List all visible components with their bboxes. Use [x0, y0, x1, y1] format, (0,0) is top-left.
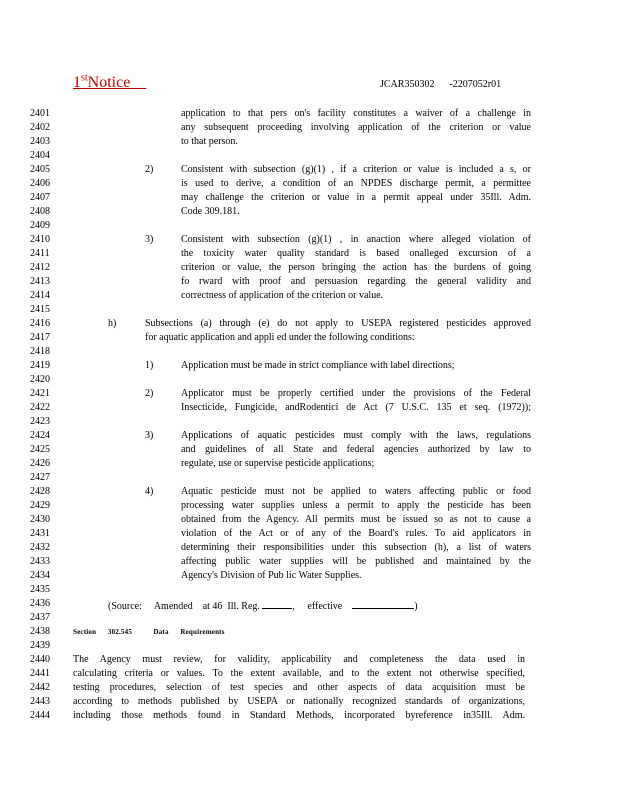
- document-line: [0, 303, 618, 317]
- line-number: 2411: [30, 248, 50, 259]
- document-line: [0, 135, 618, 149]
- line-number: 2430: [30, 514, 50, 525]
- document-line: [0, 247, 618, 261]
- line-text: testing procedures, selection of test species and other aspects of data acquisition must be: [73, 682, 525, 693]
- line-text: processing water supplies unless a permit to apply the pesticide has been: [181, 500, 531, 511]
- document-line: [0, 121, 618, 135]
- line-number: 2401: [30, 108, 50, 119]
- document-line: [0, 639, 618, 653]
- line-text: Code 309.181.: [181, 206, 240, 217]
- line-text: affecting public water supplies will be published and maintained by the: [181, 556, 531, 567]
- line-number: 2423: [30, 416, 50, 427]
- line-text: Insecticide, Fungicide, andRodentici de Act (7 U.S.C. 135 et seq. (1972));: [181, 402, 531, 413]
- document-line: [0, 695, 618, 709]
- line-text: to that person.: [181, 136, 238, 147]
- document-line: [0, 205, 618, 219]
- line-number: 2444: [30, 710, 50, 721]
- blank-effective-date-field: [352, 597, 414, 609]
- item-label: 3): [145, 430, 154, 441]
- line-text: including those methods found in Standard Methods, incorporated byreference in35Ill. Adm.: [73, 710, 525, 721]
- line-number: 2429: [30, 500, 50, 511]
- line-number: 2402: [30, 122, 50, 133]
- line-number: 2437: [30, 612, 50, 623]
- line-number: 2428: [30, 486, 50, 497]
- line-text: Consistent with subsection (g)(1) , in anaction where alleged violation of: [181, 234, 531, 245]
- line-text: fo rward with proof and persuasion regarding the general validity and: [181, 276, 531, 287]
- line-number: 2415: [30, 304, 50, 315]
- line-number: 2433: [30, 556, 50, 567]
- document-line: [0, 485, 618, 499]
- line-text: determining their responsibilities under this subsection (h), a list of waters: [181, 542, 531, 553]
- item-label: 2): [145, 164, 154, 175]
- line-number: 2403: [30, 136, 50, 147]
- document-line: [0, 345, 618, 359]
- line-text: application to that pers on's facility constitutes a waiver of a challenge in: [181, 108, 531, 119]
- numbered-lines: [0, 107, 618, 723]
- line-number: 2440: [30, 654, 50, 665]
- line-number: 2408: [30, 206, 50, 217]
- jcar-document-id: JCAR350302 -2207052r01: [380, 79, 502, 90]
- item-label: h): [108, 318, 117, 329]
- line-text: and guidelines of all State and federal agencies authorized by law to: [181, 444, 531, 455]
- document-line: [0, 261, 618, 275]
- item-label: 1): [145, 360, 154, 371]
- line-text: is used to derive, a condition of an NPDES discharge permit, a permittee: [181, 178, 531, 189]
- document-line: [0, 401, 618, 415]
- line-number: 2414: [30, 290, 50, 301]
- line-number: 2442: [30, 682, 50, 693]
- line-text: Application must be made in strict compliance with label directions;: [181, 360, 455, 371]
- line-text: Applicator must be properly certified under the provisions of the Federal: [181, 388, 531, 399]
- line-number: 2410: [30, 234, 50, 245]
- line-number: 2436: [30, 598, 50, 609]
- document-line: [0, 275, 618, 289]
- line-text: criterion or value, the person bringing the action has the burdens of going: [181, 262, 531, 273]
- document-line: [0, 107, 618, 121]
- line-number: 2404: [30, 150, 50, 161]
- line-number: 2405: [30, 164, 50, 175]
- source-note: (Source: Amended at 46 Ill. Reg. , effective ): [108, 597, 418, 614]
- document-line: [0, 653, 618, 667]
- line-number: 2406: [30, 178, 50, 189]
- line-number: 2424: [30, 430, 50, 441]
- document-line: [0, 219, 618, 233]
- document-line: [0, 387, 618, 401]
- line-number: 2441: [30, 668, 50, 679]
- line-text: Agency's Division of Pub lic Water Supplies.: [181, 570, 362, 581]
- document-line: [0, 233, 618, 247]
- line-text: The Agency must review, for validity, applicability and completeness the data used in: [73, 654, 525, 665]
- line-number: 2416: [30, 318, 50, 329]
- item-label: 3): [145, 234, 154, 245]
- document-line: [0, 415, 618, 429]
- line-number: 2412: [30, 262, 50, 273]
- line-text: calculating criteria or values. To the extent available, and to the extent not otherwise specified,: [73, 668, 525, 679]
- line-number: 2413: [30, 276, 50, 287]
- document-line: [0, 499, 618, 513]
- document-line: [0, 317, 618, 331]
- document-line: [0, 625, 618, 639]
- line-text: Aquatic pesticide must not be applied to waters affecting public or food: [181, 486, 531, 497]
- line-text: Subsections (a) through (e) do not apply to USEPA registered pesticides approved: [145, 318, 531, 329]
- document-line: [0, 373, 618, 387]
- line-number: 2421: [30, 388, 50, 399]
- line-number: 2432: [30, 542, 50, 553]
- document-line: [0, 583, 618, 597]
- line-number: 2443: [30, 696, 50, 707]
- line-number: 2422: [30, 402, 50, 413]
- line-number: 2409: [30, 220, 50, 231]
- document-line: [0, 457, 618, 471]
- document-line: [0, 667, 618, 681]
- line-number: 2427: [30, 472, 50, 483]
- line-text: regulate, use or supervise pesticide applications;: [181, 458, 375, 469]
- line-text: any subsequent proceeding involving application of the criterion or value: [181, 122, 531, 133]
- line-text: obtained from the Agency. All permits must be issued so as not to cause a: [181, 514, 531, 525]
- line-number: 2435: [30, 584, 50, 595]
- document-line: [0, 163, 618, 177]
- document-line: [0, 611, 618, 625]
- item-label: 4): [145, 486, 154, 497]
- item-label: 2): [145, 388, 154, 399]
- line-number: 2425: [30, 444, 50, 455]
- line-number: 2431: [30, 528, 50, 539]
- line-text: according to methods published by USEPA or nationally recognized standards of organizations,: [73, 696, 525, 707]
- line-number: 2420: [30, 374, 50, 385]
- document-line: [0, 331, 618, 345]
- line-text: correctness of application of the criterion or value.: [181, 290, 384, 301]
- document-line: [0, 177, 618, 191]
- line-number: 2407: [30, 192, 50, 203]
- line-number: 2417: [30, 332, 50, 343]
- document-line: [0, 359, 618, 373]
- document-line: [0, 513, 618, 527]
- line-number: 2418: [30, 346, 50, 357]
- line-number: 2419: [30, 360, 50, 371]
- line-text: the toxicity water quality standard is based onalleged excursion of a: [181, 248, 531, 259]
- document-line: [0, 597, 618, 611]
- line-number: 2439: [30, 640, 50, 651]
- document-line: [0, 681, 618, 695]
- line-number: 2438: [30, 626, 50, 637]
- line-text: violation of the Act or of any of the Board's rules. To aid applicators in: [181, 528, 531, 539]
- document-line: [0, 569, 618, 583]
- document-line: [0, 709, 618, 723]
- line-text: for aquatic application and appli ed under the following conditions:: [145, 332, 415, 343]
- line-text: Consistent with subsection (g)(1) , if a criterion or value is included a s, or: [181, 164, 531, 175]
- document-line: [0, 289, 618, 303]
- blank-volume-field: [262, 597, 292, 609]
- line-number: 2426: [30, 458, 50, 469]
- line-text: Applications of aquatic pesticides must comply with the laws, regulations: [181, 430, 531, 441]
- document-line: [0, 527, 618, 541]
- line-number: 2434: [30, 570, 50, 581]
- document-line: [0, 541, 618, 555]
- document-line: [0, 429, 618, 443]
- first-notice-label: 1stNotice: [73, 72, 131, 91]
- document-line: [0, 191, 618, 205]
- section-heading: Section 302.545 Data Requirements: [73, 628, 225, 636]
- document-line: [0, 149, 618, 163]
- line-text: may challenge the criterion or value in a permit appeal under 35Ill. Adm.: [181, 192, 531, 203]
- document-line: [0, 555, 618, 569]
- document-line: [0, 471, 618, 485]
- document-line: [0, 443, 618, 457]
